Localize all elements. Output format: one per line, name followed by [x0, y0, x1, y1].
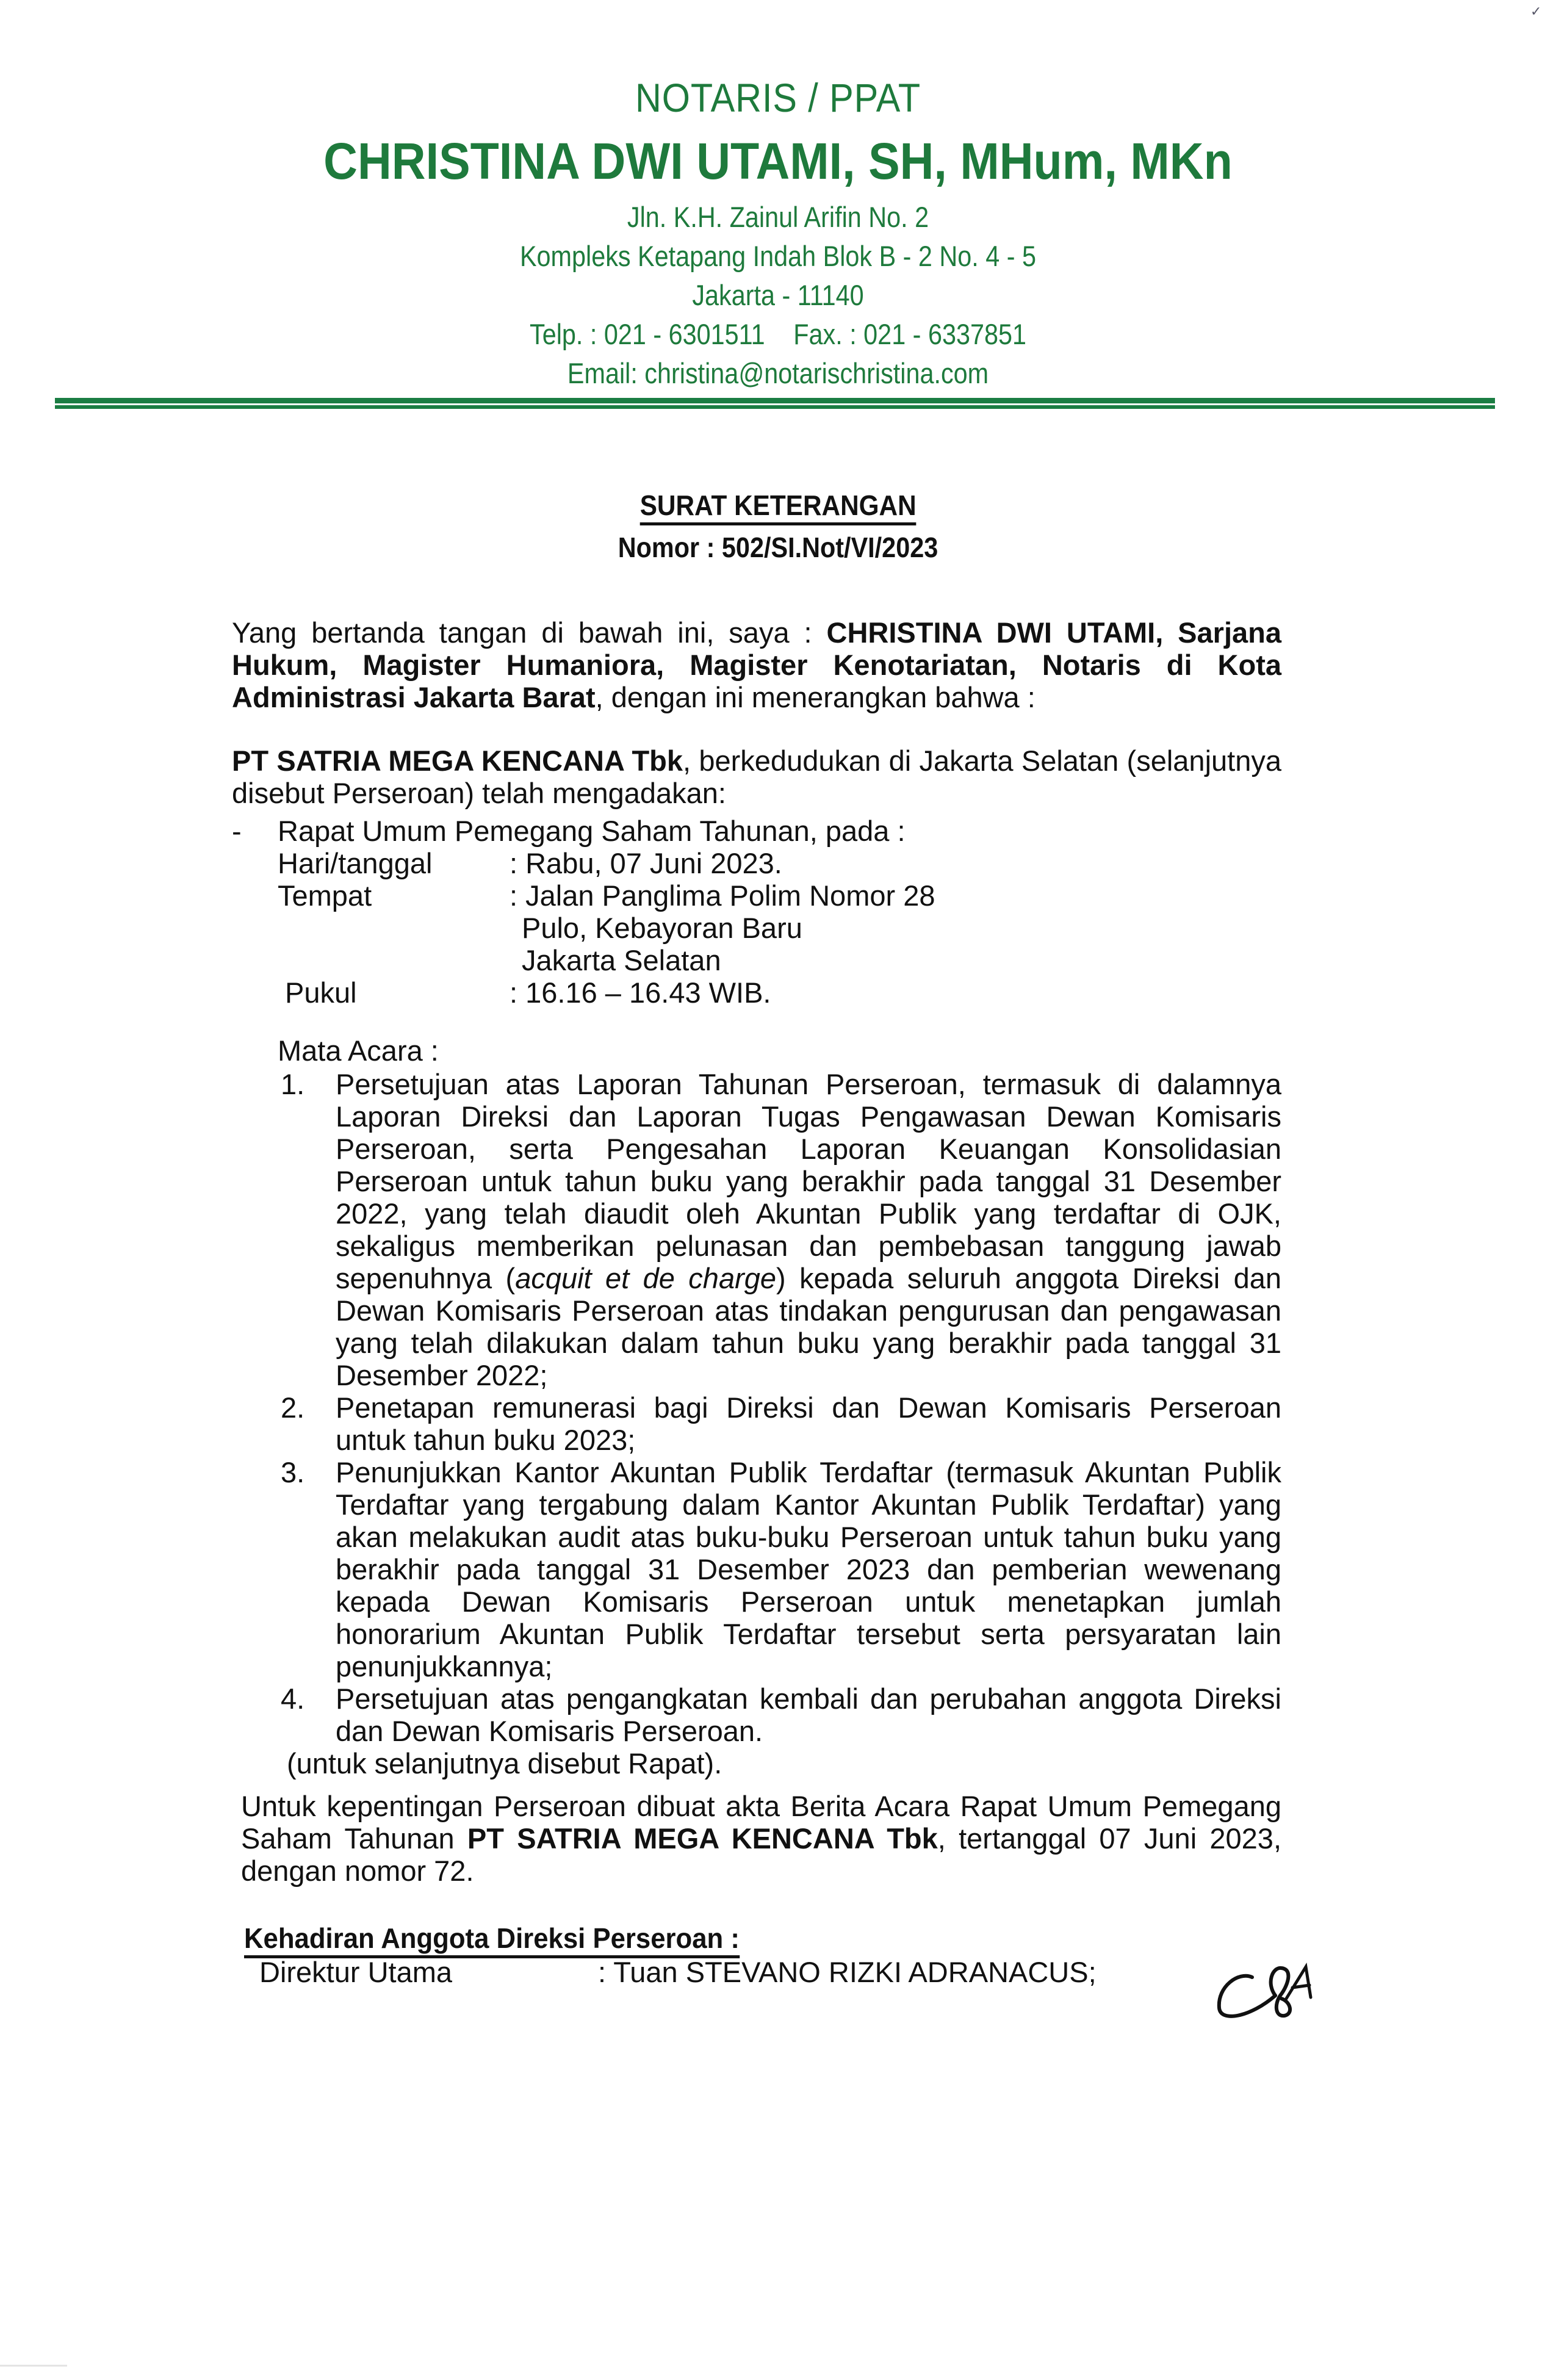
notary-name: CHRISTINA DWI UTAMI, SH, MHum, MKn — [323, 132, 1233, 190]
place-label: Tempat — [278, 879, 372, 912]
place-line-3: Jakarta Selatan — [522, 944, 721, 976]
attendee-name: : Tuan STEVANO RIZKI ADRANACUS; — [598, 1956, 1097, 1988]
agenda-item-italic: acquit et de charge — [515, 1262, 777, 1294]
phone-number: Telp. : 021 - 6301511 — [530, 318, 765, 350]
intro-paragraph — [232, 616, 1281, 713]
notary-full-title: CHRISTINA DWI UTAMI, Sarjana Hukum, Magister Humaniora, Magister Kenotariatan, Notaris di Kota Administrasi Jakarta Barat — [232, 616, 1281, 713]
address-line-1: Jln. K.H. Zainul Arifin No. 2 — [627, 201, 929, 233]
company-paragraph — [232, 745, 1281, 809]
deed-company-name: PT SATRIA MEGA KENCANA Tbk — [467, 1822, 938, 1855]
contact-numbers — [93, 315, 1463, 354]
agenda-item-text: Penunjukkan Kantor Akuntan Publik Terdaftar (termasuk Akuntan Publik Terdaftar yang tergabung dalam Kantor Akuntan Publik Terdaftar) yang akan melakukan audit atas buku-buku Perseroan untuk tahun buku yang berakhir pada tanggal 31 Desember 2023 dan pemberian wewenang kepada Dewan Komisaris Perseroan untuk menetapkan jumlah honorarium Akuntan Publik Terdaftar tersebut serta persyaratan lain penunjukkannya; — [336, 1456, 1281, 1682]
agenda-label: Mata Acara : — [278, 1034, 439, 1067]
meeting-title: Rapat Umum Pemegang Saham Tahunan, pada : — [278, 815, 906, 847]
agenda-item-number: 3. — [281, 1456, 305, 1488]
agenda-item-text: Persetujuan atas Laporan Tahunan Perseroan, termasuk di dalamnya Laporan Direksi dan Laporan Tugas Pengawasan Dewan Komisaris Perseroan, serta Pengesahan Laporan Keuangan Konsolidasian Perseroan untuk tahun buku yang berakhir pada tanggal 31 Desember 2022, yang telah diaudit oleh Akuntan Publik yang terdaftar di OJK, sekaligus memberikan pelunasan dan pembebasan tanggung jawab sepenuhnya ( — [336, 1068, 1281, 1294]
agenda-item-text: Penetapan remunerasi bagi Direksi dan Dewan Komisaris Perseroan untuk tahun buku 2023; — [336, 1391, 1281, 1456]
deed-suffix: , tertanggal 07 Juni 2023, dengan nomor 72. — [241, 1822, 1282, 1887]
date-label: Hari/tanggal — [278, 847, 433, 879]
address-line-3: Jakarta - 11140 — [692, 279, 864, 311]
company-description: , berkedudukan di Jakarta Selatan (selanjutnya disebut Perseroan) telah mengadakan: — [232, 745, 1281, 809]
intro-prefix: Yang bertanda tangan di bawah ini, saya : — [232, 616, 827, 649]
time-value: : 16.16 – 16.43 WIB. — [510, 976, 771, 1009]
deed-prefix: Untuk kepentingan Perseroan dibuat akta Berita Acara Rapat Umum Pemegang Saham Tahunan — [241, 1790, 1281, 1855]
scan-artifact — [0, 2365, 67, 2367]
date-value: : Rabu, 07 Juni 2023. — [510, 847, 782, 879]
agenda-item-number: 2. — [281, 1391, 305, 1424]
agenda-item — [278, 1456, 1281, 1682]
check-mark-icon: ✓ — [1530, 4, 1542, 19]
letterhead-divider-top — [55, 398, 1495, 403]
list-dash: - — [232, 815, 242, 847]
letterhead — [0, 73, 1556, 393]
letterhead-divider-bottom — [55, 405, 1495, 409]
agenda-item-text-end: ) kepada seluruh anggota Direksi dan Dewan Komisaris Perseroan atas tindakan pengurusan dan pengawasan yang telah dilakukan dalam tahun buku yang berakhir pada tanggal 31 Desember 2022; — [336, 1262, 1282, 1391]
initials-signature-icon — [1214, 1962, 1324, 2029]
deed-paragraph — [241, 1790, 1281, 1887]
place-line-1: : Jalan Panglima Polim Nomor 28 — [510, 879, 935, 912]
email-address: Email: christina@notarischristina.com — [567, 357, 989, 389]
agenda-closing: (untuk selanjutnya disebut Rapat). — [287, 1747, 722, 1780]
agenda-item — [278, 1391, 1281, 1456]
agenda-item-number: 4. — [281, 1682, 305, 1715]
document-title-block — [0, 488, 1556, 566]
agenda-item — [278, 1682, 1281, 1747]
agenda — [278, 1034, 1281, 1780]
agenda-item-text: Persetujuan atas pengangkatan kembali dan perubahan anggota Direksi dan Dewan Komisaris Perseroan. — [336, 1682, 1281, 1747]
document-number: Nomor : 502/SI.Not/VI/2023 — [618, 532, 938, 563]
fax-number: Fax. : 021 - 6337851 — [793, 318, 1026, 350]
place-line-2: Pulo, Kebayoran Baru — [522, 912, 802, 944]
address-line-2: Kompleks Ketapang Indah Blok B - 2 No. 4 - 5 — [519, 240, 1037, 272]
agenda-item-number: 1. — [281, 1068, 305, 1100]
company-name: PT SATRIA MEGA KENCANA Tbk — [232, 745, 683, 777]
document-title: SURAT KETERANGAN — [640, 488, 917, 525]
agenda-item — [278, 1068, 1281, 1391]
attendee-role: Direktur Utama — [259, 1956, 453, 1988]
intro-suffix: , dengan ini menerangkan bahwa : — [595, 681, 1036, 713]
time-label: Pukul — [285, 976, 357, 1009]
attendance-heading: Kehadiran Anggota Direksi Perseroan : — [244, 1921, 740, 1958]
notary-role: NOTARIS / PPAT — [635, 75, 921, 120]
